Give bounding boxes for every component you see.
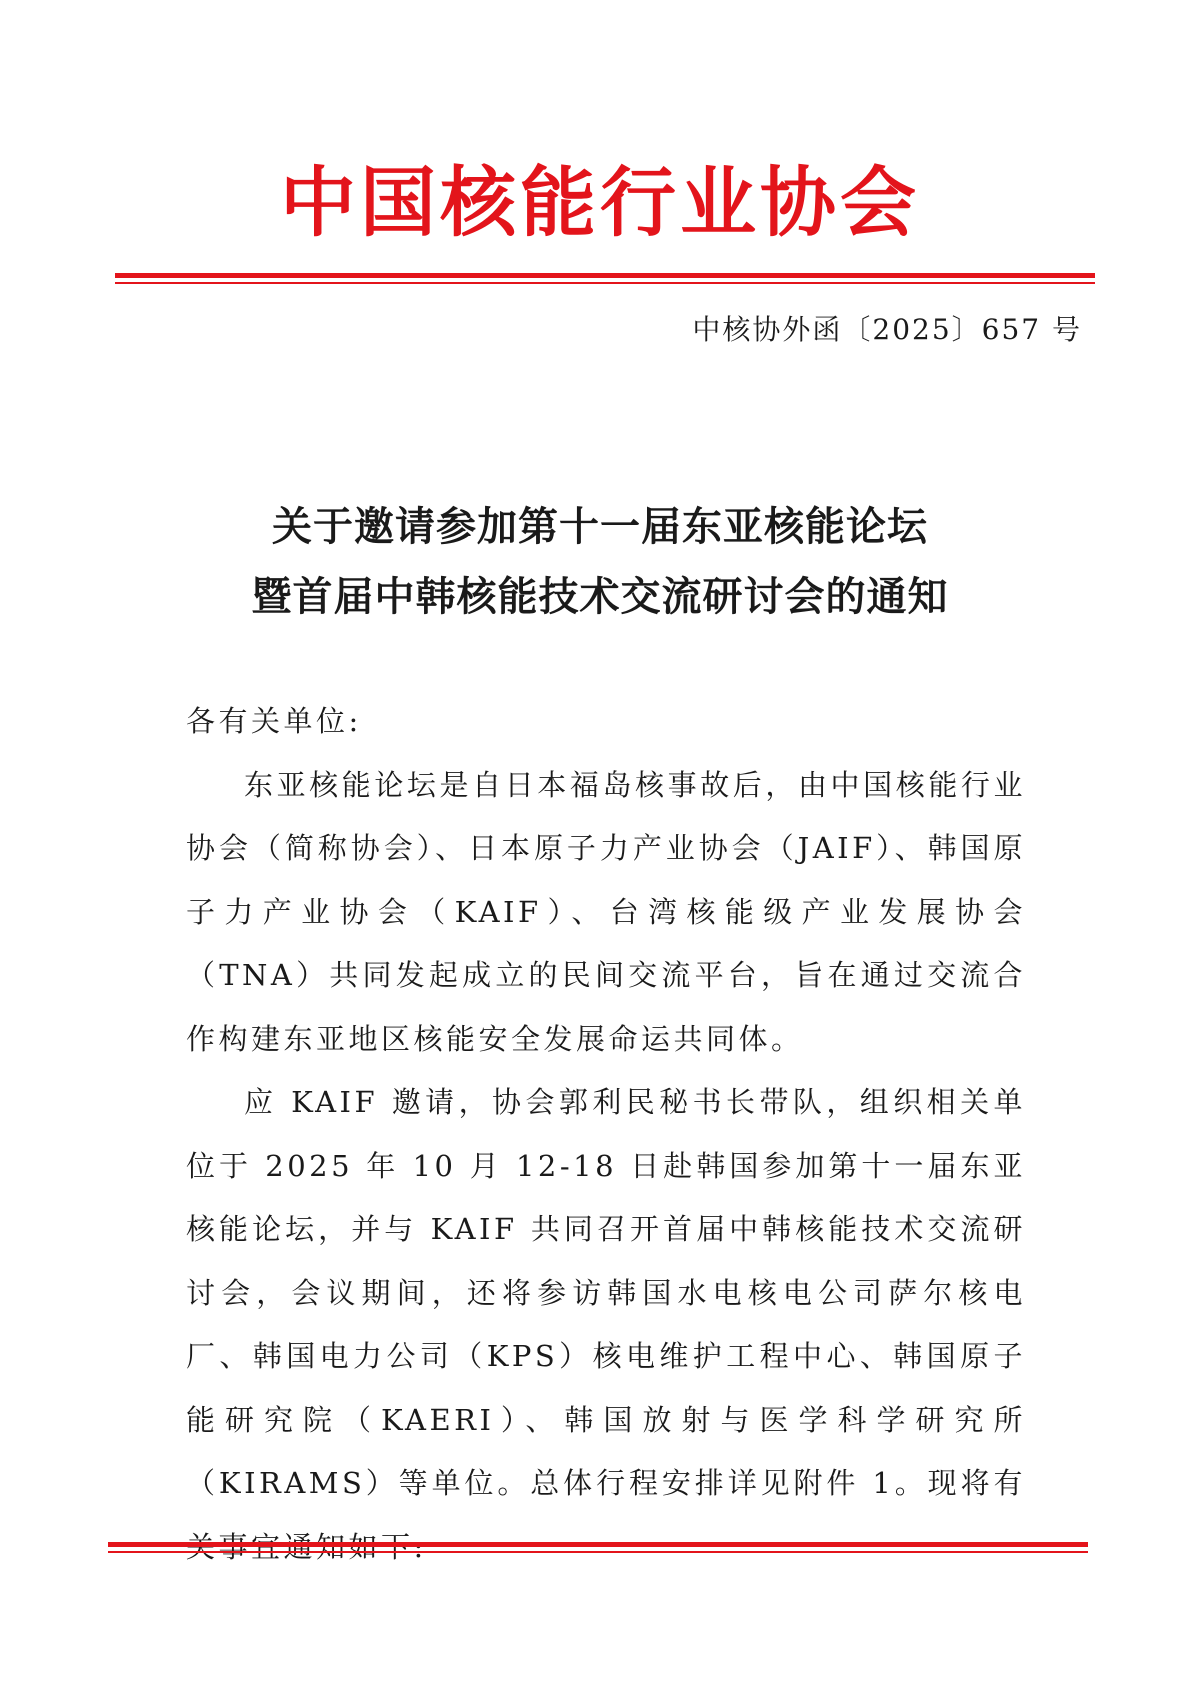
body-paragraph-1: 东亚核能论坛是自日本福岛核事故后，由中国核能行业协会（简称协会）、日本原子力产业协会（JAIF）、韩国原子力产业协会（KAIF）、台湾核能级产业发展协会（TNA）共同发起成立的民间交流平台，旨在通过交流合作构建东亚地区核能安全发展命运共同体。: [186, 767, 1026, 1056]
document-body: [186, 690, 1026, 1579]
salutation: 各有关单位:: [186, 704, 362, 738]
title-line-2: 暨首届中韩核能技术交流研讨会的通知: [251, 573, 949, 620]
document-number: 中核协外函〔2025〕657 号: [692, 313, 1082, 346]
body-paragraph-2: 应 KAIF 邀请，协会郭利民秘书长带队，组织相关单位于 2025 年 10 月 12-18 日赴韩国参加第十一届东亚核能论坛，并与 KAIF 共同召开首届中韩核能技术交流研讨会，会议期间，还将参访韩国水电核电公司萨尔核电厂、韩国电力公司（KPS）核电维护工程中心、韩国原子能研究院（KAERI）、韩国放射与医学科学研究所（KIRAMS）等单位。总体行程安排详见附件 1。现将有: [186, 1085, 1026, 1500]
footer-divider-thin: [108, 1551, 1088, 1553]
masthead-divider-thick: [115, 273, 1095, 278]
document-title: [0, 492, 1200, 632]
organization-masthead: 中国核能行业协会: [280, 158, 920, 247]
masthead-divider-thin: [115, 282, 1095, 284]
title-line-1: 关于邀请参加第十一届东亚核能论坛: [272, 503, 928, 550]
footer-divider-thick: [108, 1542, 1088, 1547]
